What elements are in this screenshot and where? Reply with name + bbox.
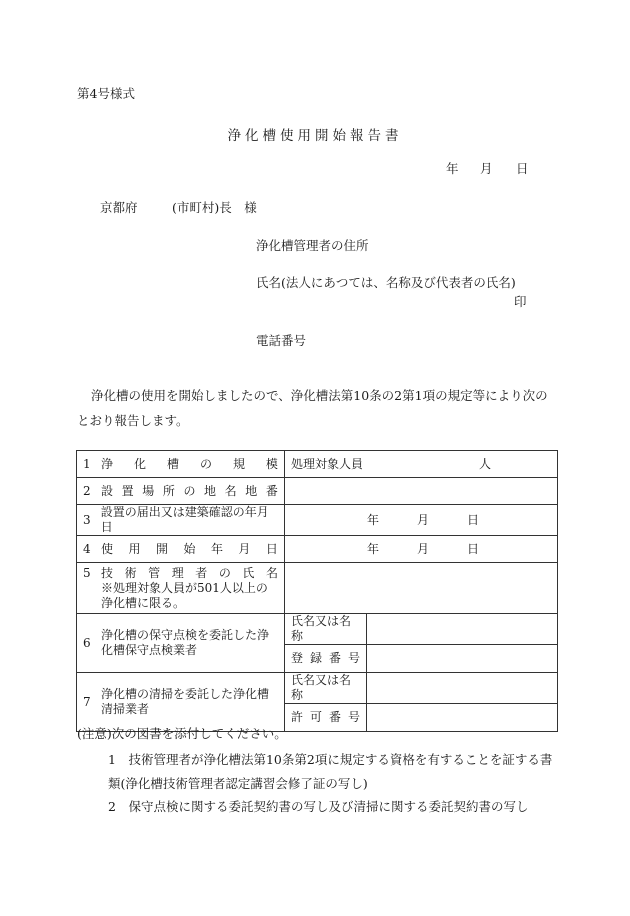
month-label: 月 <box>416 541 429 556</box>
date-day-label: 日 <box>516 161 529 176</box>
table-row <box>77 505 558 536</box>
table-row <box>77 451 558 478</box>
report-body-text: 浄化槽の使用を開始しましたので、浄化槽法第10条の2第1項の規定等により次のとおり報告します。 <box>77 388 548 428</box>
sublabel-cell <box>285 704 367 732</box>
notes-heading: (注意)次の図書を添付してください。 <box>77 726 287 741</box>
date-year-label: 年 <box>446 161 459 176</box>
day-label: 日 <box>466 512 479 527</box>
row-label: 設置の届出又は建築確認の年月日 <box>100 505 269 534</box>
day-label: 日 <box>466 541 479 556</box>
row-label: 技 術 管 理 者 の 氏 名 <box>101 565 278 580</box>
sublabel-cell <box>285 614 367 645</box>
table-row <box>77 673 558 704</box>
technical-manager-value-cell[interactable] <box>285 563 558 614</box>
sublabel: 登 録 番 号 <box>291 651 360 665</box>
addressee-prefecture: 京都府 <box>100 200 138 215</box>
row-label: 浄化槽の保守点検を委託した浄化槽保守点検業者 <box>101 628 270 657</box>
row-number: 4 <box>83 541 91 556</box>
sublabel: 許 可 番 号 <box>291 710 360 724</box>
sublabel: 氏名又は名称 <box>291 673 352 702</box>
document-title: 浄化槽使用開始報告書 <box>227 128 403 144</box>
seal-mark: 印 <box>514 294 527 309</box>
year-label: 年 <box>366 541 379 556</box>
row-label: 使 用 開 始 年 月 日 <box>101 541 278 556</box>
row-number: 7 <box>83 694 91 709</box>
note-text: 保守点検に関する委託契約書の写し及び清掃に関する委託契約書の写し <box>128 799 529 814</box>
table-row <box>77 536 558 563</box>
addressee-city-title: (市町村)長 様 <box>172 200 257 215</box>
row-label-cell <box>77 505 285 536</box>
table-row <box>77 478 558 505</box>
row-label: 設 置 場 所 の 地 名 地 番 <box>101 483 278 498</box>
table-row <box>77 614 558 645</box>
row-label-cell <box>77 478 285 505</box>
row-label: 浄 化 槽 の 規 模 <box>101 456 278 471</box>
notification-date-cell[interactable] <box>285 505 558 536</box>
row-number: 5 <box>83 565 91 580</box>
date-month-label: 月 <box>480 161 493 176</box>
cleaning-name-value-cell[interactable] <box>367 673 558 704</box>
form-number: 第4号様式 <box>77 86 135 101</box>
maintenance-name-value-cell[interactable] <box>367 614 558 645</box>
row-label-cell <box>77 563 285 614</box>
sublabel-cell <box>285 673 367 704</box>
note-number: 1 <box>108 752 116 767</box>
month-label: 月 <box>416 512 429 527</box>
capacity-unit: 人 <box>478 456 491 471</box>
row-number: 1 <box>83 456 91 471</box>
maintenance-registration-value-cell[interactable] <box>367 645 558 673</box>
note-text: 技術管理者が浄化槽法第10条第2項に規定する資格を有することを証する書類(浄化槽技術管理者認定講習会修了証の写し) <box>108 752 553 791</box>
sublabel-cell <box>285 645 367 673</box>
manager-name-label: 氏名(法人にあつては、名称及び代表者の氏名) <box>256 275 516 290</box>
row-number: 3 <box>83 512 91 527</box>
cleaning-permit-value-cell[interactable] <box>367 704 558 732</box>
row-number: 2 <box>83 483 91 498</box>
capacity-value-cell[interactable] <box>285 451 558 478</box>
report-table <box>76 450 558 732</box>
note-item <box>108 797 528 815</box>
table-row <box>77 563 558 614</box>
capacity-sublabel: 処理対象人員 <box>291 456 364 471</box>
row-label-cell <box>77 673 285 732</box>
row-label-cell <box>77 536 285 563</box>
row-label-cell <box>77 451 285 478</box>
row-label: 浄化槽の清掃を委託した浄化槽清掃業者 <box>101 687 270 716</box>
row-number: 6 <box>83 635 91 650</box>
row-note: ※処理対象人員が501人以上の浄化槽に限る。 <box>101 580 268 610</box>
start-date-cell[interactable] <box>285 536 558 563</box>
manager-address-label: 浄化槽管理者の住所 <box>256 238 369 253</box>
phone-label: 電話番号 <box>256 333 307 348</box>
year-label: 年 <box>366 512 379 527</box>
note-item <box>108 748 558 796</box>
location-value-cell[interactable] <box>285 478 558 505</box>
row-label-cell <box>77 614 285 673</box>
sublabel: 氏名又は名称 <box>291 614 352 643</box>
note-number: 2 <box>108 799 116 814</box>
